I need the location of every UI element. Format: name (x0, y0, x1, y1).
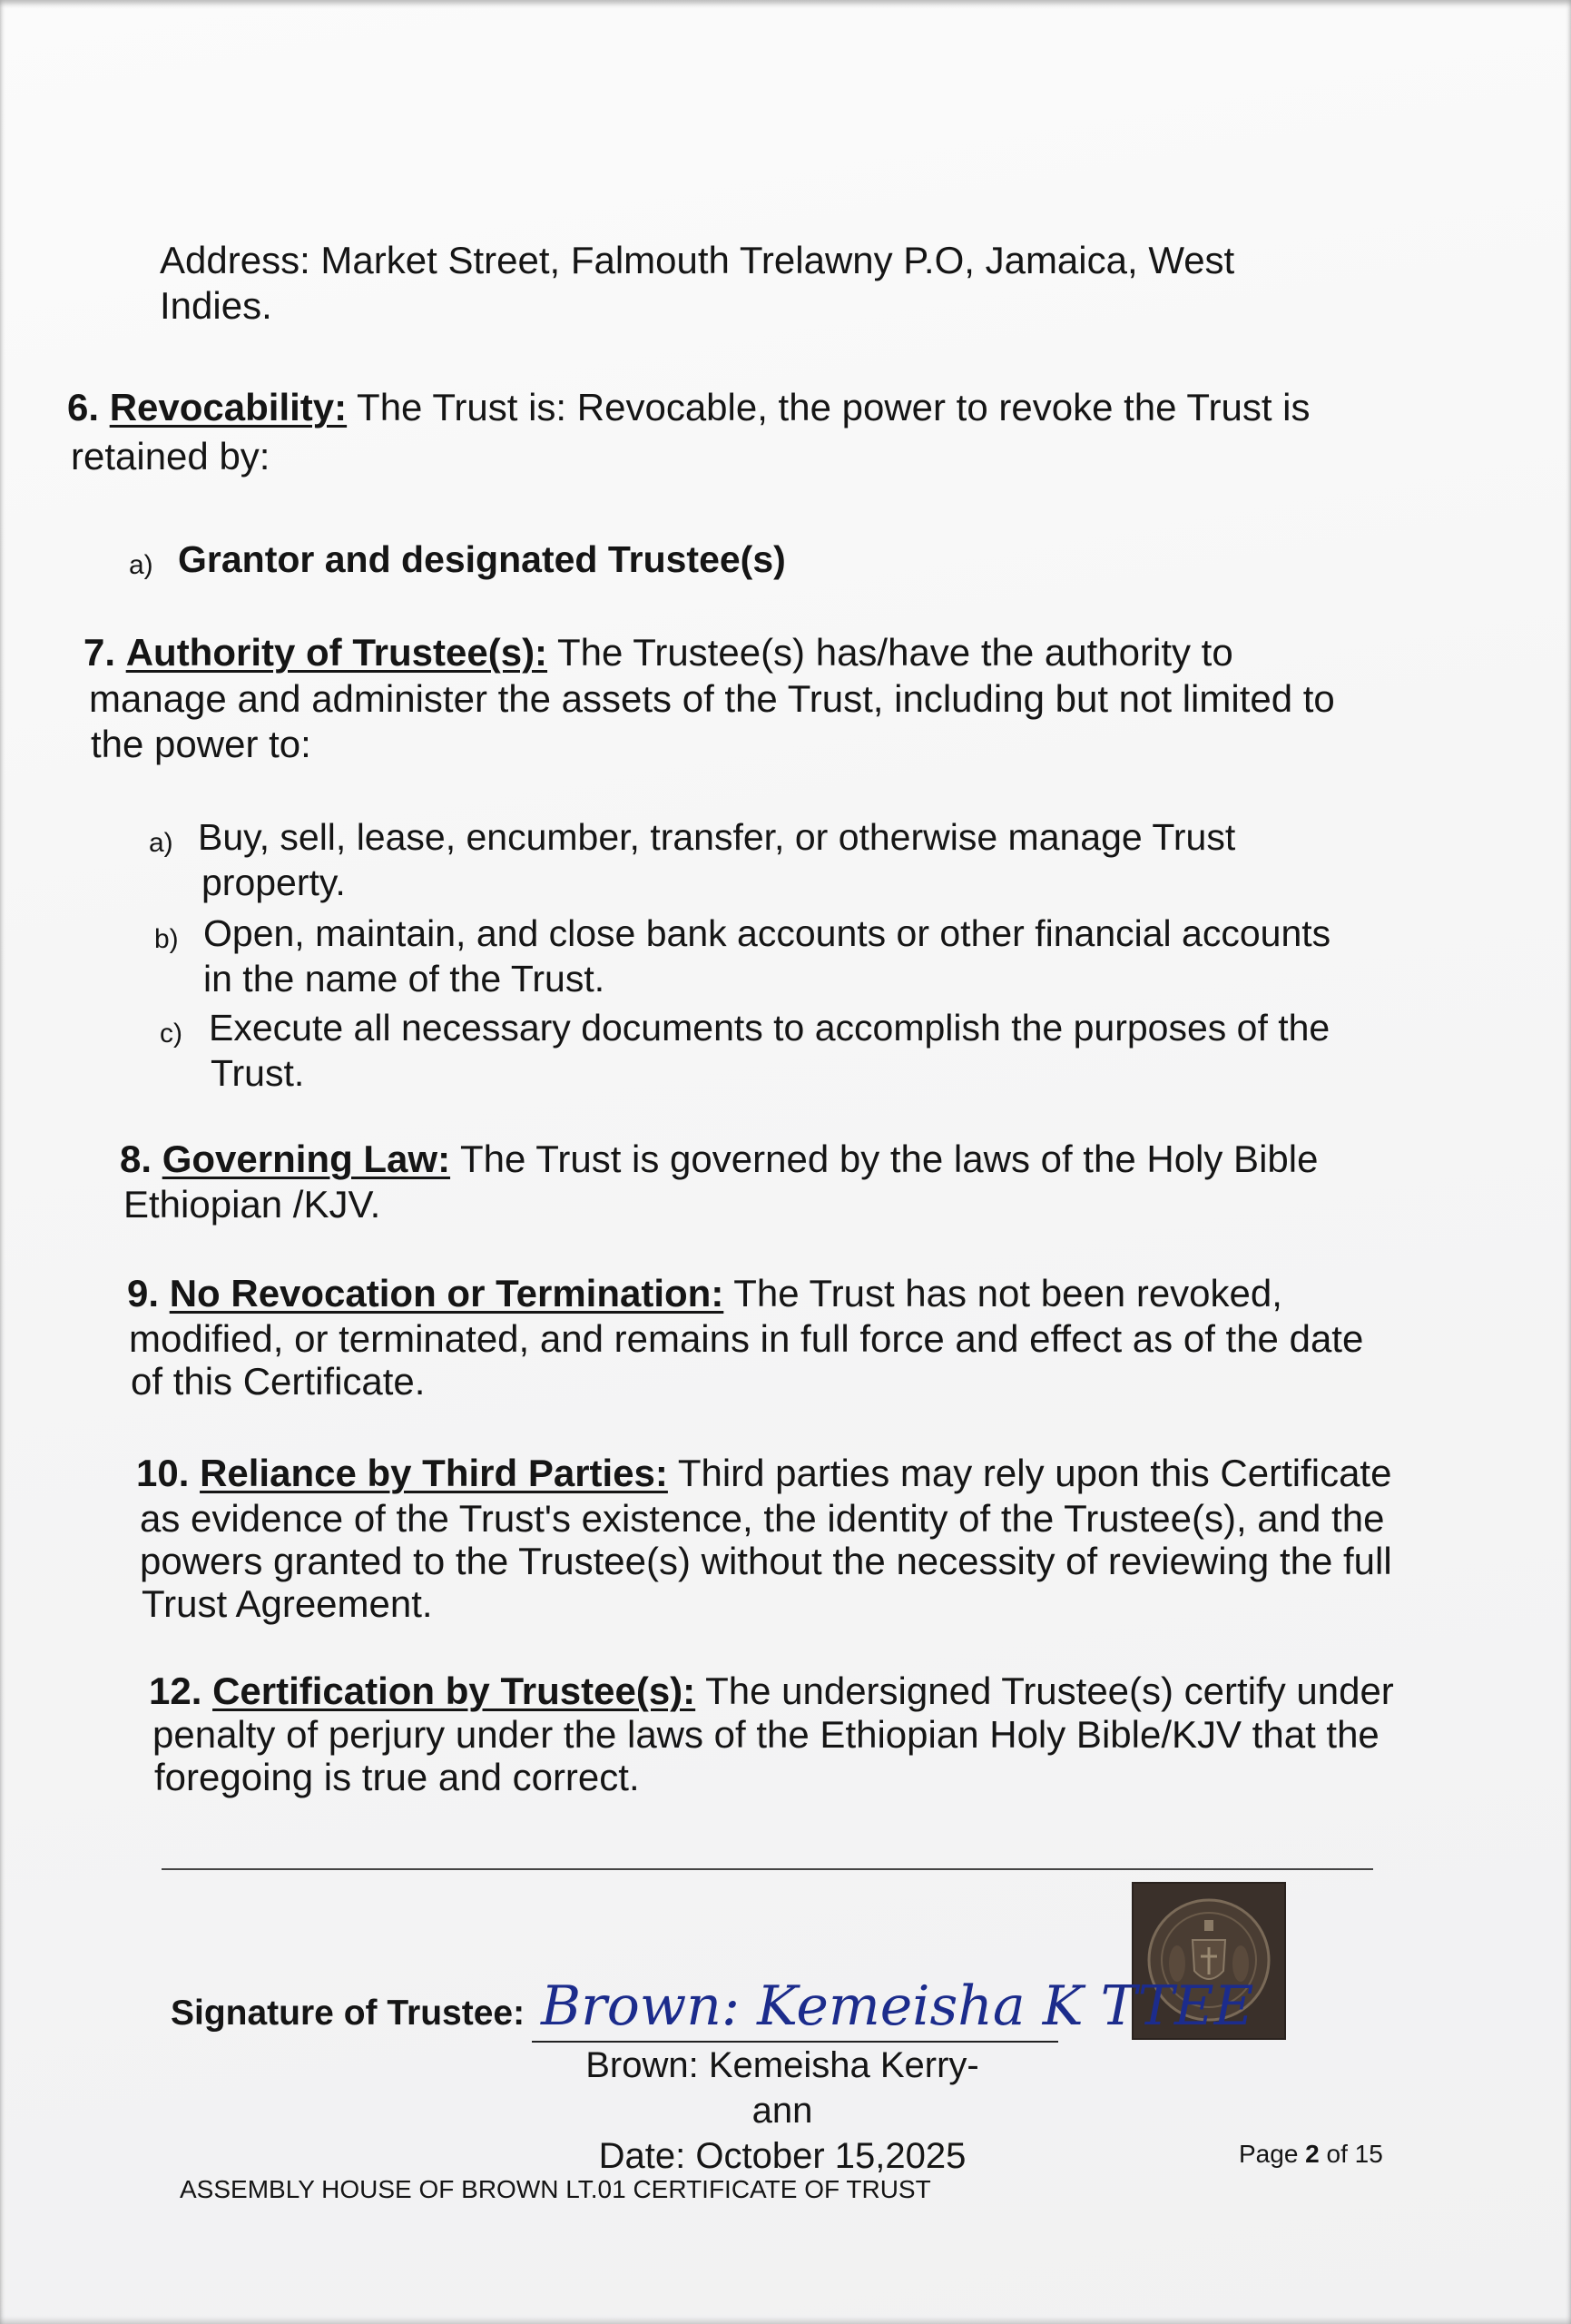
signer-block (565, 2043, 1000, 2179)
page-total: 15 (1354, 2140, 1383, 2168)
item-line-2: property. (201, 862, 346, 903)
signature-scribble: Brown: Kemeisha K TTEE (541, 1974, 1254, 2038)
item-line-1: Execute all necessary documents to accomplish the purposes of the (209, 1007, 1330, 1049)
section-9-heading: No Revocation or Termination: (169, 1272, 724, 1315)
section-10-line-2: as evidence of the Trust's existence, the identity of the Trustee(s), and the (140, 1497, 1385, 1540)
section-10-line-4: Trust Agreement. (142, 1582, 433, 1625)
section-12-heading: Certification by Trustee(s): (212, 1669, 696, 1712)
footer-title: ASSEMBLY HOUSE OF BROWN LT.01 CERTIFICATE OF TRUST (180, 2175, 931, 2203)
signature-date: Date: October 15,2025 (598, 2136, 967, 2176)
address-line-2: Indies. (160, 284, 272, 327)
section-9-number: 9. (127, 1272, 160, 1315)
section-10-text: Third parties may rely upon this Certificate (667, 1452, 1392, 1494)
section-12-number: 12. (149, 1669, 202, 1712)
section-7-text: The Trustee(s) has/have the authority to (547, 631, 1233, 674)
section-8-line-2: Ethiopian /KJV. (123, 1183, 381, 1226)
section-8-text: The Trust is governed by the laws of the Holy Bible (450, 1137, 1319, 1180)
section-7-line-1 (83, 630, 1233, 675)
item-line-2: Trust. (211, 1052, 305, 1094)
section-10-line-1 (136, 1451, 1391, 1495)
signer-name: Brown: Kemeisha Kerry-ann (585, 2045, 979, 2131)
section-7-line-3: the power to: (91, 723, 311, 765)
item-label: b) (154, 924, 179, 954)
handwritten-signature (541, 1952, 1254, 2043)
section-12-line-3: foregoing is true and correct. (154, 1756, 640, 1798)
section-7-number: 7. (83, 631, 116, 674)
item-line-1: Buy, sell, lease, encumber, transfer, or otherwise manage Trust (198, 816, 1236, 858)
signature-divider (162, 1868, 1373, 1870)
section-10-line-3: powers granted to the Trustee(s) without the necessity of reviewing the full (140, 1540, 1392, 1582)
section-7-heading: Authority of Trustee(s): (125, 631, 548, 674)
section-10-number: 10. (136, 1452, 190, 1494)
section-8-line-1 (120, 1137, 1318, 1181)
section-6-heading: Revocability: (109, 386, 348, 428)
section-7-line-2: manage and administer the assets of the Trust, including but not limited to (89, 677, 1335, 720)
signature-label: Signature of Trustee: (171, 1994, 525, 2033)
address-line-1: Address: Market Street, Falmouth Trelawny P.O, Jamaica, West (160, 239, 1235, 281)
page-current: 2 (1305, 2140, 1320, 2168)
section-8-heading: Governing Law: (162, 1137, 451, 1180)
section-12-text: The undersigned Trustee(s) certify under (695, 1669, 1394, 1712)
item-line-2: in the name of the Trust. (203, 958, 605, 1000)
section-8-number: 8. (120, 1137, 152, 1180)
item-line-1: Open, maintain, and close bank accounts or other financial accounts (203, 912, 1331, 954)
section-6-number: 6. (67, 386, 100, 428)
item-text: Grantor and designated Trustee(s) (178, 538, 786, 580)
item-label: a) (129, 550, 153, 580)
section-10-heading: Reliance by Third Parties: (200, 1452, 668, 1494)
section-9-text: The Trust has not been revoked, (723, 1272, 1282, 1315)
section-6-text: The Trust is: Revocable, the power to revoke the Trust is (347, 386, 1311, 428)
section-12-line-1 (149, 1669, 1394, 1713)
section-12-line-2: penalty of perjury under the laws of the Ethiopian Holy Bible/KJV that the (152, 1713, 1380, 1756)
item-label: c) (160, 1019, 182, 1049)
page-number: Page 2 of 15 (1239, 2140, 1383, 2168)
item-label: a) (149, 828, 173, 858)
section-9-line-2: modified, or terminated, and remains in full force and effect as of the date (129, 1317, 1364, 1360)
section-9-line-3: of this Certificate. (131, 1360, 426, 1403)
section-9-line-1 (127, 1271, 1282, 1315)
section-6-line-1 (67, 385, 1311, 429)
section-6-line-2: retained by: (71, 435, 270, 478)
